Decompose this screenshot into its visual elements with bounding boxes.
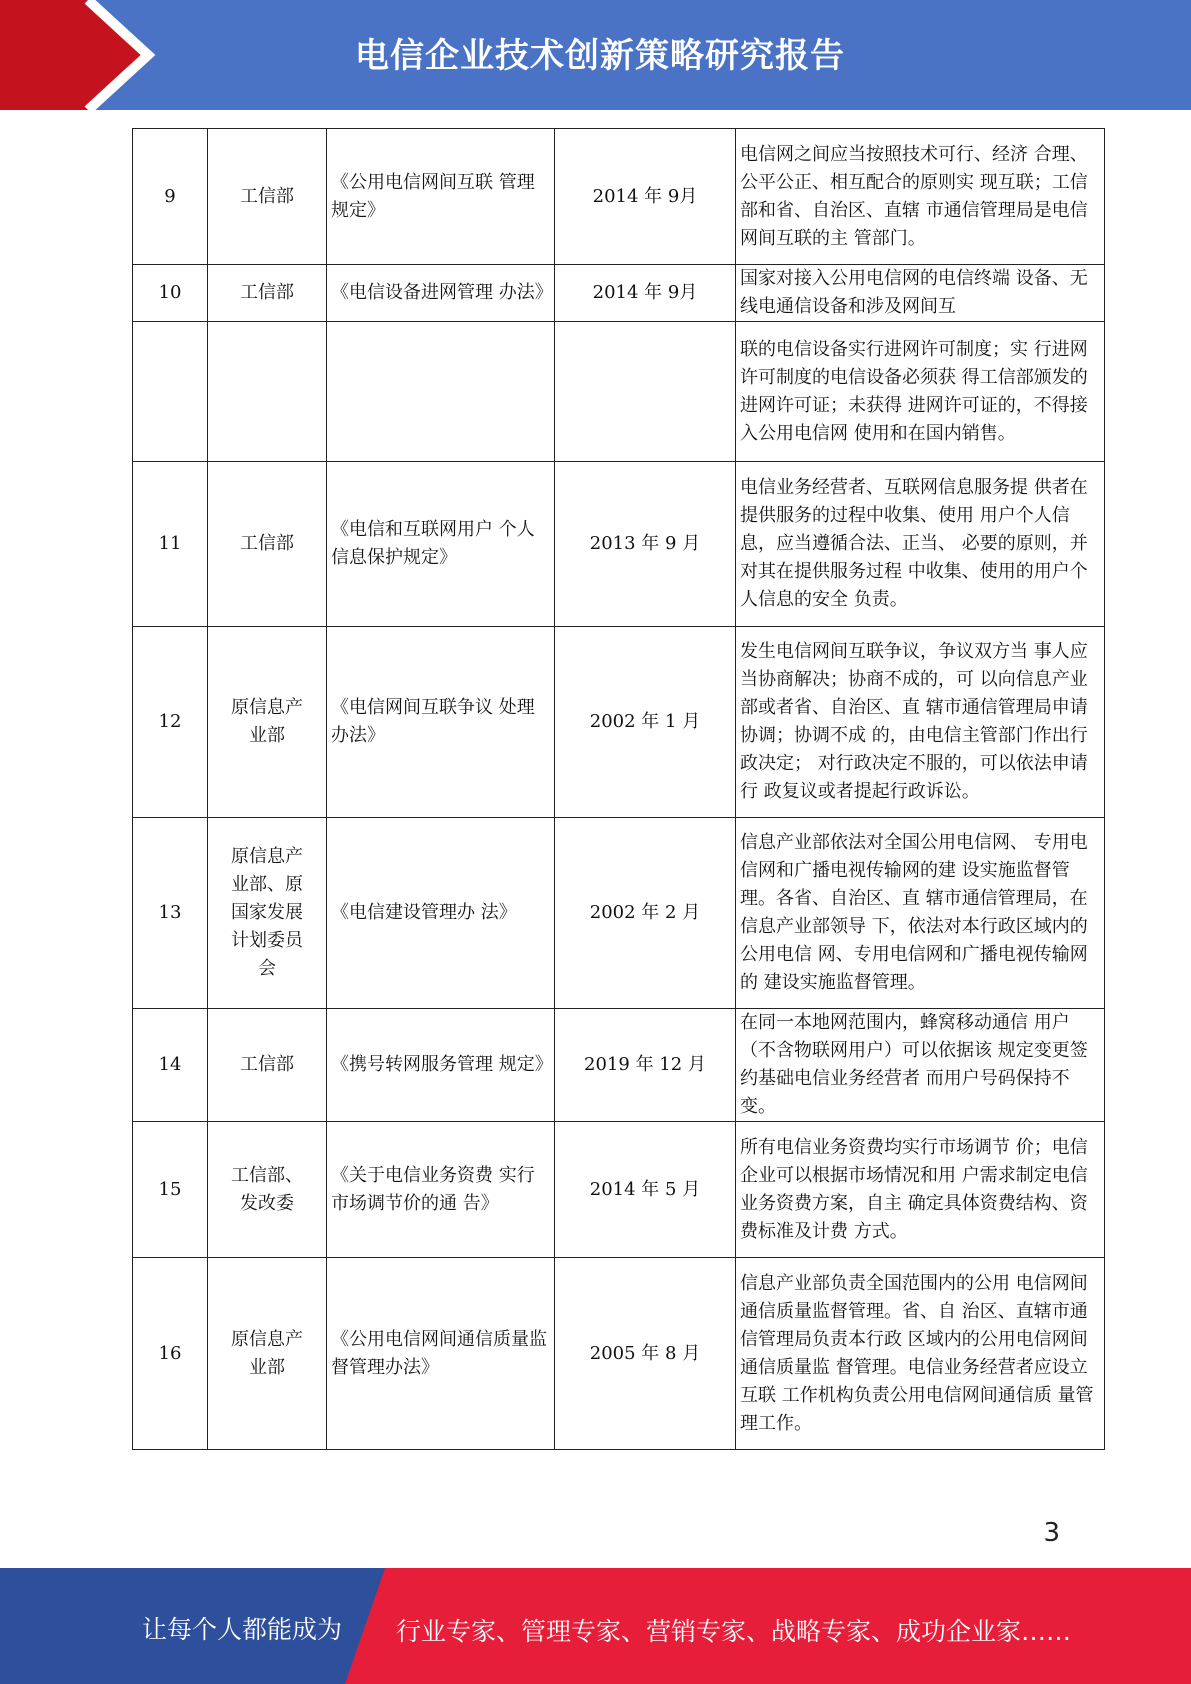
regulation-name: 《公用电信网间互联 管理规定》 — [327, 129, 555, 265]
regulation-summary: 电信网之间应当按照技术可行、经济 合理、公平公正、相互配合的原则实 现互联；工信部和省、自治区、直辖 市通信管理局是电信网间互联的主 管部门。 — [736, 129, 1105, 265]
table-row — [133, 627, 1105, 818]
department: 原信息产业部、原国家发展计划委员会 — [231, 846, 303, 979]
table-row — [133, 462, 1105, 627]
department: 工信部 — [240, 533, 294, 554]
page-number: 3 — [1043, 1518, 1060, 1548]
table-row — [133, 322, 1105, 462]
department-cell — [208, 1122, 327, 1258]
department: 工信部 — [240, 185, 294, 207]
row-number: 11 — [133, 462, 208, 627]
row-number: 10 — [133, 265, 208, 322]
row-number: 13 — [133, 818, 208, 1009]
issue-date: 2013 年 9 月 — [555, 462, 736, 627]
issue-date: 2014 年 9月 — [555, 129, 736, 265]
table-row — [133, 1009, 1105, 1122]
department: 工信部 — [240, 1054, 294, 1075]
regulation-summary: 在同一本地网范围内，蜂窝移动通信 用户（不含物联网用户）可以依据该 规定变更签约基础电信业务经营者 而用户号码保持不变。 — [736, 1009, 1105, 1122]
department-cell — [208, 322, 327, 462]
issue-date: 2005 年 8 月 — [555, 1258, 736, 1450]
table-row — [133, 1258, 1105, 1450]
issue-date: 2014 年 9月 — [555, 265, 736, 322]
regulation-name — [327, 322, 555, 462]
row-number: 9 — [133, 129, 208, 265]
department-cell — [208, 818, 327, 1009]
department-cell — [208, 265, 327, 322]
regulation-summary: 电信业务经营者、互联网信息服务提 供者在提供服务的过程中收集、使用 用户个人信息，应当遵循合法、正当、 必要的原则，并对其在提供服务过程 中收集、使用的用户个人信息的安全 负责。 — [736, 462, 1105, 627]
regulation-summary: 信息产业部负责全国范围内的公用 电信网间通信质量监督管理。省、自 治区、直辖市通信管理局负责本行政 区域内的公用电信网间通信质量监 督管理。电信业务经营者应设立互联 工作机构负责公用电信网间通信质 量管理工作。 — [736, 1258, 1105, 1450]
regulation-name: 《电信和互联网用户 个人信息保护规定》 — [327, 462, 555, 627]
regulation-summary: 联的电信设备实行进网许可制度；实 行进网许可制度的电信设备必须获 得工信部颁发的进网许可证；未获得 进网许可证的，不得接入公用电信网 使用和在国内销售。 — [736, 322, 1105, 462]
issue-date: 2002 年 2 月 — [555, 818, 736, 1009]
table-row — [133, 129, 1105, 265]
row-number: 15 — [133, 1122, 208, 1258]
department-cell — [208, 462, 327, 627]
regulation-name: 《电信建设管理办 法》 — [327, 818, 555, 1009]
regulation-name: 《关于电信业务资费 实行市场调节价的通 告》 — [327, 1122, 555, 1258]
issue-date: 2019 年 12 月 — [555, 1009, 736, 1122]
department: 工信部、发改委 — [231, 1164, 303, 1214]
table-row — [133, 1122, 1105, 1258]
department-cell — [208, 1009, 327, 1122]
regulation-summary: 所有电信业务资费均实行市场调节 价；电信企业可以根据市场情况和用 户需求制定电信业务资费方案，自主 确定具体资费结构、资费标准及计费 方式。 — [736, 1122, 1105, 1258]
issue-date — [555, 322, 736, 462]
table-row — [133, 818, 1105, 1009]
department: 原信息产业部 — [231, 1328, 303, 1378]
regulation-name: 《电信设备进网管理 办法》 — [327, 265, 555, 322]
issue-date: 2002 年 1 月 — [555, 627, 736, 818]
regulation-name: 《电信网间互联争议 处理办法》 — [327, 627, 555, 818]
department-cell — [208, 129, 327, 265]
footer-slogan-left: 让每个人都能成为 — [142, 1615, 343, 1644]
department-cell — [208, 1258, 327, 1450]
report-title: 电信企业技术创新策略研究报告 — [355, 36, 845, 76]
footer-slogan-right: 行业专家、管理专家、营销专家、战略专家、成功企业家…… — [396, 1617, 1072, 1646]
table-row — [133, 265, 1105, 322]
regulations-table — [132, 128, 1105, 1450]
regulation-summary: 国家对接入公用电信网的电信终端 设备、无线电通信设备和涉及网间互 — [736, 265, 1105, 322]
regulation-summary: 发生电信网间互联争议，争议双方当 事人应当协商解决；协商不成的，可 以向信息产业部或者省、自治区、直 辖市通信管理局申请协调；协调不成 的，由电信主管部门作出行政决定； 对行政决定不服的，可以依法申请行 政复议或者提起行政诉讼。 — [736, 627, 1105, 818]
page-footer — [0, 1568, 1191, 1684]
department: 原信息产业部 — [231, 697, 303, 746]
regulation-summary: 信息产业部依法对全国公用电信网、 专用电信网和广播电视传输网的建 设实施监督管理。各省、自治区、直 辖市通信管理局，在信息产业部领导 下，依法对本行政区域内的公用电信 网、专用电信网和广播电视传输网的 建设实施监督管理。 — [736, 818, 1105, 1009]
department-cell — [208, 627, 327, 818]
row-number: 14 — [133, 1009, 208, 1122]
regulation-name: 《公用电信网间通信质量监督管理办法》 — [327, 1258, 555, 1450]
regulation-name: 《携号转网服务管理 规定》 — [327, 1009, 555, 1122]
page-header — [0, 0, 1191, 110]
row-number: 16 — [133, 1258, 208, 1450]
row-number — [133, 322, 208, 462]
issue-date: 2014 年 5 月 — [555, 1122, 736, 1258]
row-number: 12 — [133, 627, 208, 818]
department: 工信部 — [240, 282, 294, 303]
